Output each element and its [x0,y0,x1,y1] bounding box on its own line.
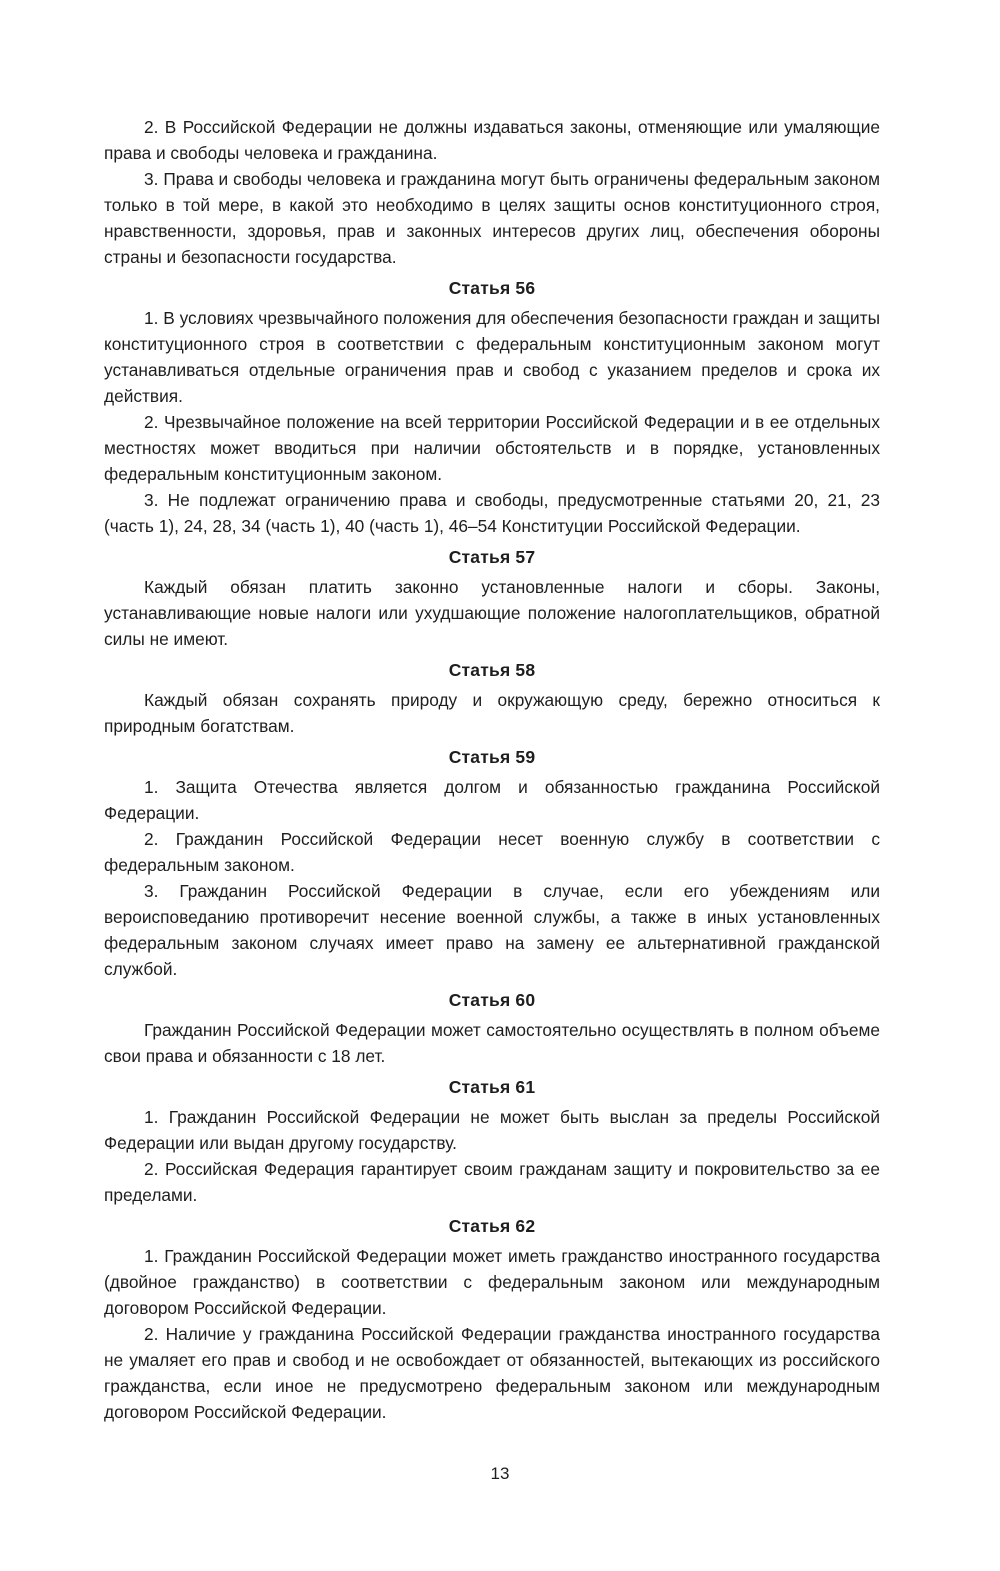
article-58-heading: Статья 58 [448,660,536,680]
article-57-heading: Статья 57 [448,547,536,567]
article-56-paragraph-1: 1. В условиях чрезвычайного положения для обеспечения безопасности граждан и защиты конституционного строя в соответствии с федеральным конституционным законом могут устанавливаться отдельные ограничения прав и свобод с указанием пределов и срока их действия. [104,308,880,406]
article-60-paragraph: Гражданин Российской Федерации может самостоятельно осуществлять в полном объеме свои права и обязанности с 18 лет. [104,1020,880,1066]
article-62-paragraph-1: 1. Гражданин Российской Федерации может иметь гражданство иностранного государства (двойное гражданство) в соответствии с федеральным законом или международным договором Российской Федерации. [104,1246,880,1318]
article-57-paragraph: Каждый обязан платить законно установленные налоги и сборы. Законы, устанавливающие новые налоги или ухудшающие положение налогоплательщиков, обратной силы не имеют. [104,577,880,649]
article-56-paragraph-2: 2. Чрезвычайное положение на всей территории Российской Федерации и в ее отдельных местностях может вводиться при наличии обстоятельств и в порядке, установленных федеральным конституционным законом. [104,412,880,484]
page-number: 13 [490,1464,510,1483]
article-60-heading: Статья 60 [448,990,536,1010]
article-59-paragraph-2: 2. Гражданин Российской Федерации несет военную службу в соответствии с федеральным законом. [104,829,880,875]
article-61-paragraph-1: 1. Гражданин Российской Федерации не может быть выслан за пределы Российской Федерации или выдан другому государству. [104,1107,880,1153]
article-59-paragraph-3: 3. Гражданин Российской Федерации в случае, если его убеждениям или вероисповеданию противоречит несение военной службы, а также в иных установленных федеральным законом случаях имеет право на замену ее альтернативной гражданской службой. [104,881,880,979]
article-62-heading: Статья 62 [448,1216,536,1236]
article-59-paragraph-1: 1. Защита Отечества является долгом и обязанностью гражданина Российской Федерации. [104,777,880,823]
article-62-paragraph-2: 2. Наличие у гражданина Российской Федерации гражданства иностранного государства не умаляет его прав и свобод и не освобождает от обязанностей, вытекающих из российского гражданства, если иное не предусмотрено федеральным законом или международным договором Российской Федерации. [104,1324,880,1422]
article-56-heading: Статья 56 [448,278,536,298]
article-61-paragraph-2: 2. Российская Федерация гарантирует своим гражданам защиту и покровительство за ее пределами. [104,1159,880,1205]
article-55-paragraph-3: 3. Права и свободы человека и гражданина могут быть ограничены федеральным законом только в той мере, в какой это необходимо в целях защиты основ конституционного строя, нравственности, здоровья, прав и законных интересов других лиц, обеспечения обороны страны и безопасности государства. [104,169,880,267]
article-55-paragraph-2: 2. В Российской Федерации не должны издаваться законы, отменяющие или умаляющие права и свободы человека и гражданина. [104,117,880,163]
article-56-paragraph-3: 3. Не подлежат ограничению права и свободы, предусмотренные статьями 20, 21, 23 (часть 1), 24, 28, 34 (часть 1), 40 (часть 1), 46–54 Конституции Российской Федерации. [104,490,880,536]
page-content [104,114,880,1425]
article-61-heading: Статья 61 [448,1077,536,1097]
article-58-paragraph: Каждый обязан сохранять природу и окружающую среду, бережно относиться к природным богатствам. [104,690,880,736]
article-59-heading: Статья 59 [448,747,536,767]
